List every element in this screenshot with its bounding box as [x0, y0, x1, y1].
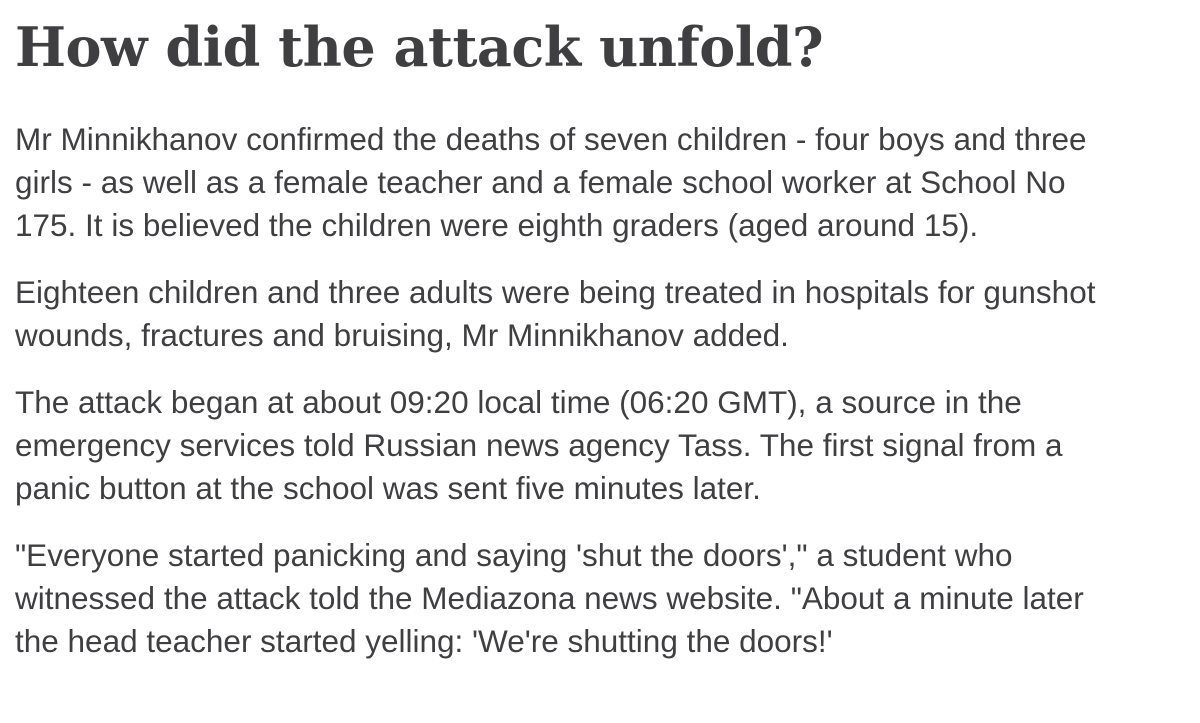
- paragraph-line: "Everyone started panicking and saying 'shut the doors'," a student who: [15, 537, 1013, 573]
- paragraph-injured: [15, 271, 1195, 357]
- section-heading: How did the attack unfold?: [15, 15, 824, 79]
- paragraph-casualties: [15, 118, 1195, 247]
- paragraph-line: wounds, fractures and bruising, Mr Minnikhanov added.: [15, 317, 789, 353]
- article-section: [15, 0, 1195, 663]
- paragraph-line: the head teacher started yelling: 'We're shutting the doors!': [15, 623, 833, 659]
- paragraph-line: The attack began at about 09:20 local time (06:20 GMT), a source in the: [15, 384, 1022, 420]
- paragraph-line: emergency services told Russian news agency Tass. The first signal from a: [15, 427, 1063, 463]
- paragraph-line: panic button at the school was sent five minutes later.: [15, 470, 761, 506]
- paragraph-line: Eighteen children and three adults were being treated in hospitals for gunshot: [15, 274, 1096, 310]
- paragraph-line: 175. It is believed the children were eighth graders (aged around 15).: [15, 207, 979, 243]
- paragraph-line: Mr Minnikhanov confirmed the deaths of seven children - four boys and three: [15, 121, 1087, 157]
- paragraph-line: girls - as well as a female teacher and a female school worker at School No: [15, 164, 1066, 200]
- paragraph-line: witnessed the attack told the Mediazona news website. "About a minute later: [15, 580, 1084, 616]
- paragraph-timeline: [15, 381, 1195, 510]
- paragraph-witness-quote: [15, 534, 1195, 663]
